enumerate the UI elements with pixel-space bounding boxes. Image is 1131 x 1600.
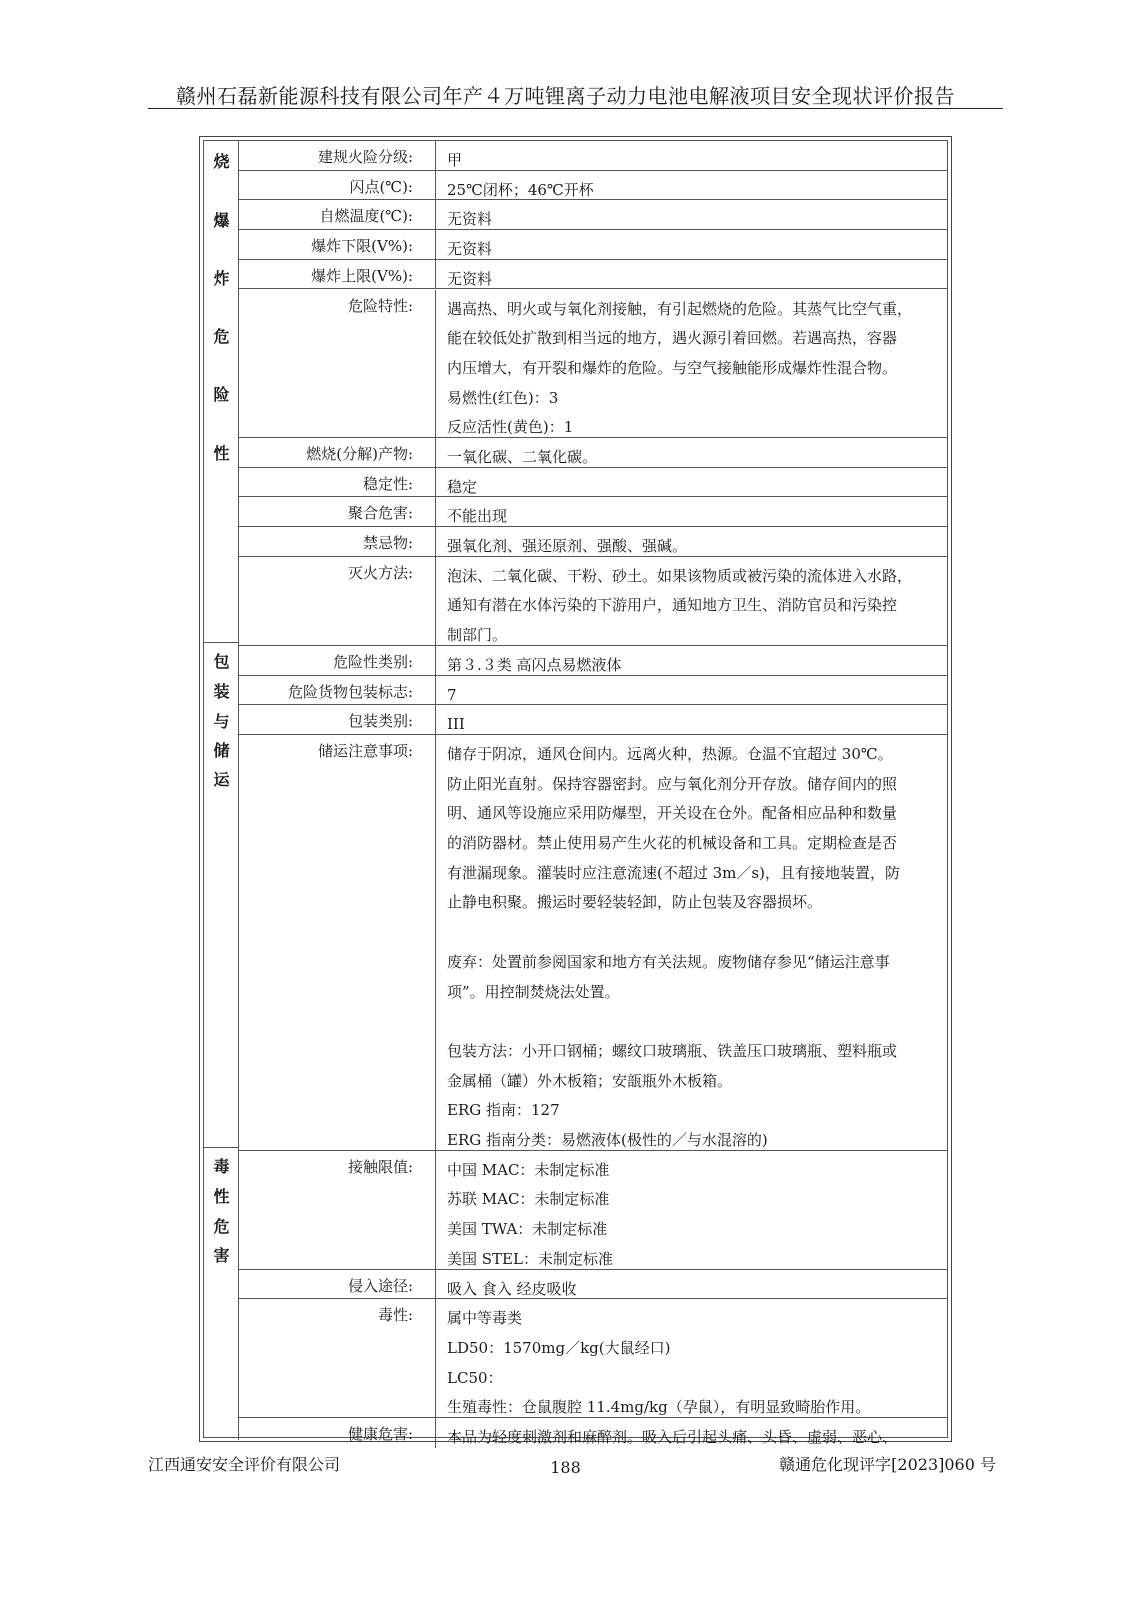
- page-header-title: 赣州石磊新能源科技有限公司年产４万吨锂离子动力电池电解液项目安全现状评价报告: [176, 84, 955, 108]
- row-value-line: 7: [447, 685, 457, 704]
- row-value: [447, 1156, 939, 1275]
- table-row: [239, 290, 947, 439]
- row-value-line: 无资料: [447, 240, 493, 259]
- row-value-line: 止静电积聚。搬运时要轻装轻卸，防止包装及容器损坏。: [447, 893, 823, 912]
- table-row: [239, 141, 947, 171]
- table-row: [239, 497, 947, 527]
- row-label: 聚合危害:: [239, 497, 436, 526]
- msds-table: [199, 136, 952, 1447]
- row-value-line: 吸入 食入 经皮吸收: [447, 1279, 577, 1298]
- section-toxicity: [204, 1148, 239, 1440]
- section-char: 性: [213, 444, 230, 463]
- row-value-line: 第３.３类 高闪点易燃液体: [447, 655, 622, 674]
- row-value: [447, 740, 939, 1156]
- row-value-line: 制部门。: [447, 626, 508, 645]
- row-label: 爆炸下限(V%):: [239, 230, 436, 259]
- row-value: [447, 295, 939, 443]
- table-row: [239, 260, 947, 290]
- table-row: [239, 171, 947, 201]
- row-label: 包装类别:: [239, 705, 436, 734]
- table-row: [239, 557, 947, 646]
- row-value-line: 苏联 MAC：未制定标准: [447, 1190, 610, 1209]
- section-char: 包: [213, 652, 230, 671]
- row-label: 接触限值:: [239, 1151, 436, 1269]
- table-row: [239, 1418, 947, 1448]
- row-value: [447, 1423, 939, 1453]
- row-value-line: 25℃闭杯；46℃开杯: [447, 180, 594, 199]
- row-label: 燃烧(分解)产物:: [239, 438, 436, 467]
- footer-doc-number: 赣通危化现评字[2023]060 号: [779, 1455, 996, 1474]
- row-label: 毒性:: [239, 1299, 436, 1417]
- msds-table-inner: [203, 140, 948, 1447]
- section-char: 危: [213, 327, 230, 346]
- section-char: 运: [213, 770, 230, 789]
- row-value-line: 强氧化剂、强还原剂、强酸、强碱。: [447, 537, 688, 556]
- table-row: [239, 705, 947, 735]
- row-label: 稳定性:: [239, 468, 436, 497]
- section-fire-explosion: [204, 141, 239, 643]
- section-char: 性: [213, 1187, 230, 1206]
- row-value-line: [447, 918, 939, 948]
- section-char: 害: [213, 1246, 230, 1265]
- section-packaging-storage: [204, 643, 239, 1148]
- section-char: 装: [213, 682, 230, 701]
- row-label: 建规火险分级:: [239, 141, 436, 170]
- row-value-line: 项”。用控制焚烧法处置。: [447, 982, 620, 1001]
- row-value-line: 无资料: [447, 210, 493, 229]
- row-label: 健康危害:: [239, 1418, 436, 1448]
- section-char: 爆: [213, 211, 230, 230]
- section-char: 与: [213, 712, 230, 731]
- row-value-line: III: [447, 715, 465, 734]
- row-value-line: 遇高热、明火或与氧化剂接触，有引起燃烧的危险。其蒸气比空气重，: [447, 299, 913, 318]
- row-label: 危险性类别:: [239, 646, 436, 675]
- row-label: 危险货物包装标志:: [239, 676, 436, 705]
- row-value-line: 金属桶（罐）外木板箱；安瓿瓶外木板箱。: [447, 1071, 733, 1090]
- row-label: 禁忌物:: [239, 527, 436, 556]
- footer-company: 江西通安安全评价有限公司: [148, 1455, 341, 1474]
- row-value-line: ERG 指南：127: [447, 1101, 560, 1120]
- row-value-line: 的消防器材。禁止使用易产生火花的机械设备和工具。定期检查是否: [447, 834, 898, 853]
- section-char: 毒: [213, 1157, 230, 1176]
- header-rule: [148, 108, 1003, 109]
- row-value-line: LC50：: [447, 1368, 503, 1387]
- row-label: 危险特性:: [239, 290, 436, 438]
- row-value-line: 反应活性(黄色)：1: [447, 418, 574, 437]
- row-value-line: 一氧化碳、二氧化碳。: [447, 448, 598, 466]
- row-value-line: 明、通风等设施应采用防爆型，开关设在仓外。配备相应品种和数量: [447, 804, 898, 823]
- row-label: 储运注意事项:: [239, 735, 436, 1150]
- row-value-line: 能在较低处扩散到相当远的地方，遇火源引着回燃。若遇高热，容器: [447, 329, 898, 348]
- row-value-line: 无资料: [447, 269, 493, 288]
- footer-page-number: 188: [550, 1458, 581, 1477]
- row-value-line: 包装方法：小开口钢桶；螺纹口玻璃瓶、铁盖压口玻璃瓶、塑料瓶或: [447, 1041, 898, 1060]
- section-char: 储: [213, 741, 230, 760]
- row-value-line: 泡沫、二氧化碳、干粉、砂土。如果该物质或被污染的流体进入水路，: [447, 566, 913, 585]
- row-label: 自燃温度(℃):: [239, 200, 436, 229]
- table-row: [239, 676, 947, 706]
- table-row: [239, 527, 947, 557]
- table-row: [239, 1270, 947, 1300]
- row-value: [447, 1304, 939, 1423]
- row-value-line: [447, 1007, 939, 1037]
- row-label: 爆炸上限(V%):: [239, 260, 436, 289]
- row-label: 侵入途径:: [239, 1270, 436, 1299]
- row-value-line: 本品为轻度刺激剂和麻醉剂。吸入后引起头痛、头昏、虚弱、恶心、: [447, 1428, 898, 1447]
- row-value-line: ERG 指南分类：易燃液体(极性的／与水混溶的): [447, 1130, 768, 1149]
- section-char: 危: [213, 1217, 230, 1236]
- row-value-line: 生殖毒性：仓鼠腹腔 11.4mg/kg（孕鼠），有明显致畸胎作用。: [447, 1398, 871, 1417]
- table-row: [239, 200, 947, 230]
- row-value-line: 中国 MAC：未制定标准: [447, 1160, 610, 1179]
- section-char: 烧: [213, 152, 230, 171]
- table-row: [239, 1151, 947, 1270]
- row-value: [447, 562, 939, 651]
- row-value-line: 防止阳光直射。保持容器密封。应与氧化剂分开存放。储存间内的照: [447, 774, 898, 793]
- row-value-line: 储存于阴凉，通风仓间内。远离火种，热源。仓温不宜超过 30℃。: [447, 745, 893, 763]
- row-label: 闪点(℃):: [239, 171, 436, 200]
- row-value-line: 不能出现: [447, 507, 508, 526]
- table-row: [239, 438, 947, 468]
- section-char: 险: [213, 385, 230, 404]
- table-row: [239, 1299, 947, 1418]
- row-value-line: 属中等毒类: [447, 1309, 523, 1328]
- table-row: [239, 735, 947, 1151]
- row-value-line: 美国 STEL：未制定标准: [447, 1249, 613, 1268]
- row-value-line: 美国 TWA：未制定标准: [447, 1220, 608, 1239]
- table-row: [239, 230, 947, 260]
- row-value-line: 废弃：处置前参阅国家和地方有关法规。废物储存参见“储运注意事: [447, 952, 890, 971]
- row-value-line: 通知有潜在水体污染的下游用户，通知地方卫生、消防官员和污染控: [447, 596, 898, 615]
- row-value-line: 甲: [447, 151, 463, 169]
- row-value-line: 内压增大，有开裂和爆炸的危险。与空气接触能形成爆炸性混合物。: [447, 358, 898, 377]
- row-value-line: 易燃性(红色)：3: [447, 388, 559, 407]
- table-row: [239, 646, 947, 676]
- table-row: [239, 468, 947, 498]
- row-label: 灭火方法:: [239, 557, 436, 645]
- row-value-line: 稳定: [447, 477, 478, 496]
- row-value-line: 有泄漏现象。灌装时应注意流速(不超过 3m／s)，且有接地装置，防: [447, 863, 900, 882]
- section-char: 炸: [213, 269, 230, 288]
- row-value-line: LD50：1570mg／kg(大鼠经口): [447, 1338, 671, 1357]
